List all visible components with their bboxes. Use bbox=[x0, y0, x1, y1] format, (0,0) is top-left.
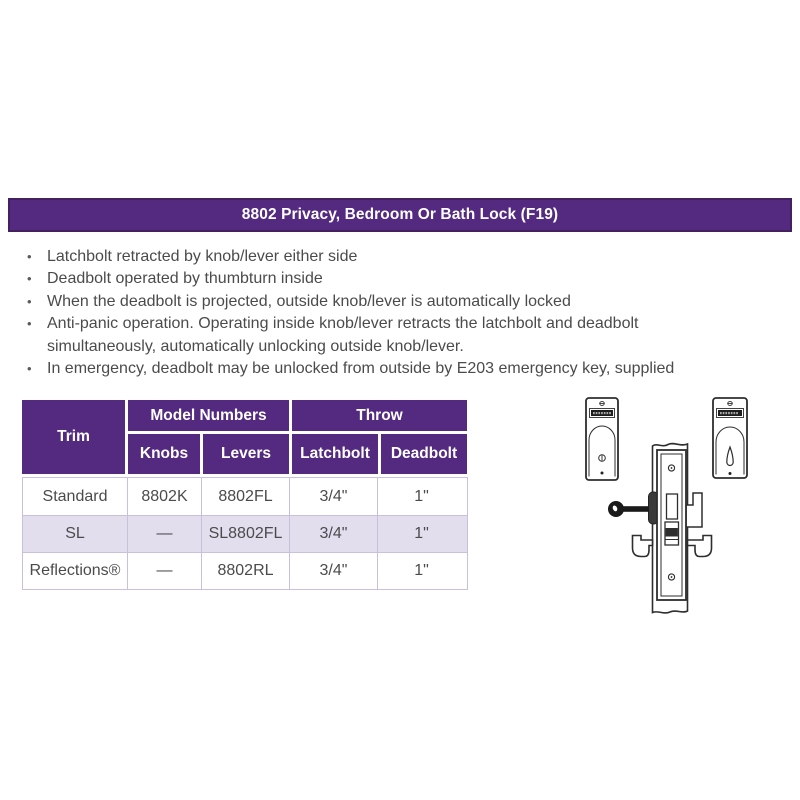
feature-text: Anti-panic operation. Operating inside knob/lever retracts the latchbolt and deadbolt simultaneously, automatically unlocking outside knob/lever. bbox=[47, 315, 639, 355]
cell-trim: Standard bbox=[23, 478, 128, 515]
deadbolt-band bbox=[666, 528, 678, 537]
list-item bbox=[21, 291, 727, 313]
table-header bbox=[22, 400, 468, 474]
list-item bbox=[21, 358, 727, 380]
list-item bbox=[21, 313, 727, 358]
cell-knobs: — bbox=[128, 553, 202, 589]
section-title-banner bbox=[8, 198, 792, 232]
bullet-icon: • bbox=[27, 361, 32, 377]
inside-thumbturn-escutcheon bbox=[713, 398, 747, 478]
latch-opening bbox=[667, 494, 678, 519]
bullet-icon: • bbox=[27, 271, 32, 287]
list-item bbox=[21, 246, 727, 268]
cell-deadbolt: 1" bbox=[414, 562, 429, 579]
column-header-knobs: Knobs bbox=[128, 434, 200, 474]
feature-list bbox=[21, 246, 727, 380]
screw-dot bbox=[601, 472, 604, 475]
cell-latchbolt: 3/4" bbox=[290, 478, 378, 515]
column-header-throw: Throw bbox=[292, 400, 467, 431]
bullet-icon: • bbox=[27, 293, 32, 309]
lock-drawing-svg bbox=[572, 388, 752, 624]
cell-latchbolt: 3/4" bbox=[290, 553, 378, 589]
feature-text: In emergency, deadbolt may be unlocked from outside by E203 emergency key, supplied bbox=[47, 360, 675, 378]
table-row bbox=[23, 515, 467, 552]
cell-levers: 8802FL bbox=[202, 478, 290, 515]
screw-dot bbox=[729, 472, 732, 475]
feature-text: Latchbolt retracted by knob/lever either side bbox=[47, 248, 358, 265]
key-shaft bbox=[622, 506, 649, 512]
outside-escutcheon bbox=[586, 398, 618, 480]
column-header-model-numbers: Model Numbers bbox=[128, 400, 289, 431]
table-row bbox=[23, 552, 467, 589]
column-header-levers: Levers bbox=[203, 434, 289, 474]
section-title: 8802 Privacy, Bedroom Or Bath Lock (F19) bbox=[241, 206, 559, 223]
bullet-icon: • bbox=[27, 316, 32, 332]
cell-knobs: — bbox=[128, 516, 202, 552]
column-header-deadbolt: Deadbolt bbox=[381, 434, 467, 474]
feature-text: Deadbolt operated by thumbturn inside bbox=[47, 270, 323, 288]
column-header-latchbolt: Latchbolt bbox=[292, 434, 378, 474]
mortise-lock-diagram bbox=[572, 388, 752, 624]
bullet-icon: • bbox=[27, 249, 32, 264]
table-row bbox=[23, 478, 467, 515]
cell-deadbolt: 1" bbox=[414, 525, 429, 542]
inside-lever bbox=[633, 536, 653, 557]
cell-deadbolt: 1" bbox=[414, 487, 429, 505]
screw-dot bbox=[671, 467, 673, 469]
cell-levers: 8802RL bbox=[202, 553, 290, 589]
cell-trim: SL bbox=[23, 516, 128, 552]
cell-knobs: 8802K bbox=[128, 478, 202, 515]
column-header-trim: Trim bbox=[22, 400, 125, 474]
feature-text: When the deadbolt is projected, outside knob/lever is automatically locked bbox=[47, 292, 571, 310]
cell-levers: SL8802FL bbox=[202, 516, 290, 552]
table-body bbox=[22, 477, 468, 590]
lock-case-hub bbox=[686, 493, 702, 527]
screw-dot bbox=[671, 576, 673, 578]
cell-trim: Reflections® bbox=[23, 553, 128, 589]
list-item bbox=[21, 268, 727, 290]
model-spec-table bbox=[22, 400, 468, 590]
outside-lever bbox=[688, 536, 712, 557]
cell-latchbolt: 3/4" bbox=[290, 516, 378, 552]
